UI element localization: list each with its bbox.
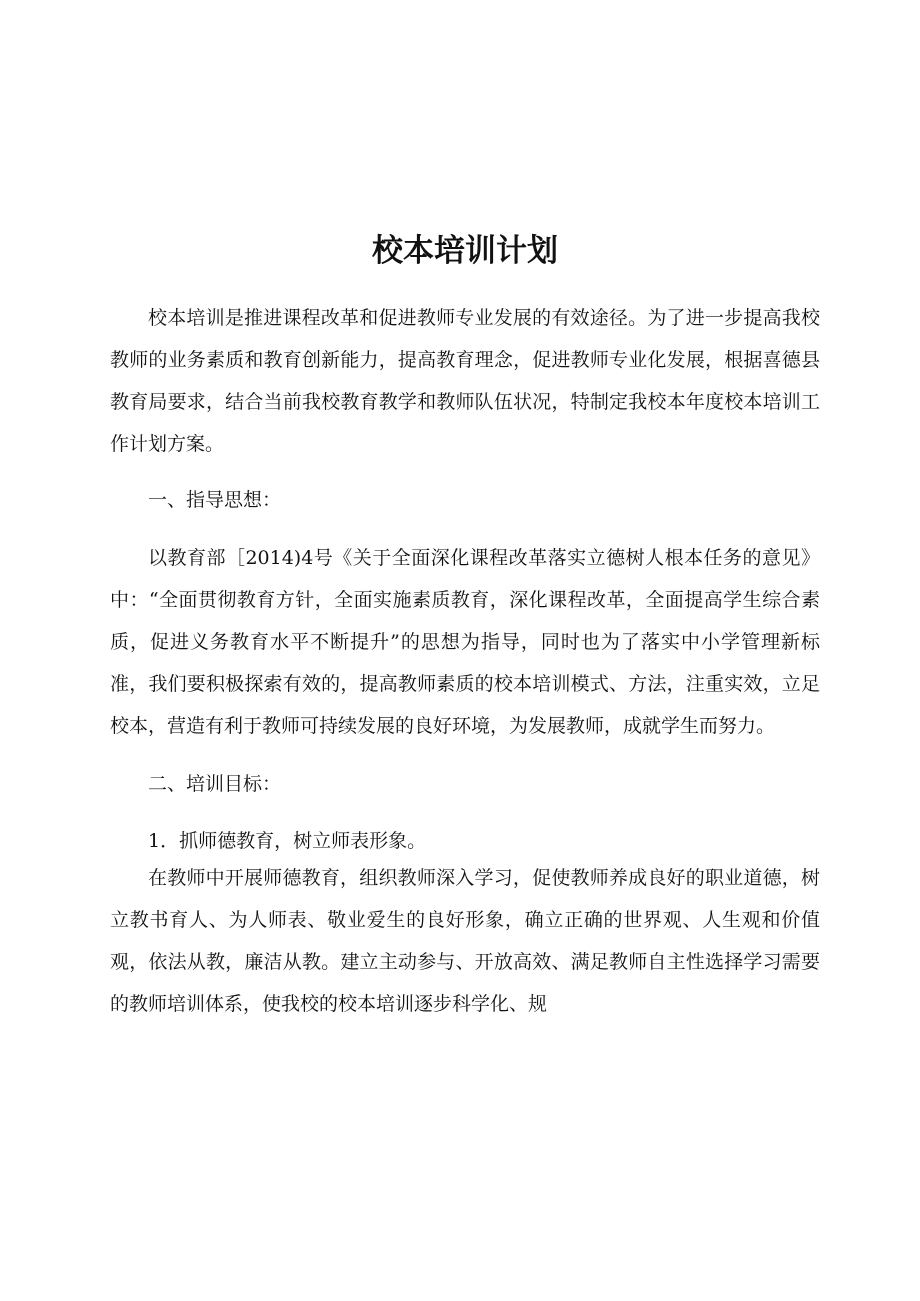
goal-item-title: 1．抓师德教育，树立师表形象。 — [148, 830, 427, 852]
section-heading-training-goals: 二、培训目标： — [148, 773, 282, 795]
intro-paragraph: 校本培训是推进课程改革和促进教师专业发展的有效途径。为了进一步提高我校教师的业务素质和教育创新能力，提高教育理念，促进教师专业化发展，根据喜德县教育局要求，结合当前我校教育教学和教师队伍状况，特制定我校本年度校本培训工作计划方案。 — [110, 307, 820, 455]
section-heading-guiding-thought: 一、指导思想： — [148, 489, 282, 511]
guiding-thought-paragraph: 以教育部［2014)4号《关于全面深化课程改革落实立德树人根本任务的意见》中：“全面贯彻教育方针，全面实施素质教育，深化课程改革，全面提高学生综合素质，促进义务教育水平不断提升”的思想为指导，同时也为了落实中小学管理新标准，我们要积极探索有效的，提高教师素质的校本培训模式、方法，注重实效，立足校本，营造有利于教师可持续发展的良好环境，为发展教师，成就学生而努力。 — [110, 547, 820, 737]
goal-item-paragraph: 在教师中开展师德教育，组织教师深入学习，促使教师养成良好的职业道德，树立教书育人、为人师表、敬业爱生的良好形象，确立正确的世界观、人生观和价值观，依法从教，廉洁从教。建立主动参与、开放高效、满足教师自主性选择学习需要的教师培训体系，使我校的校本培训逐步科学化、规 — [110, 867, 820, 1015]
document-title: 校本培训计划 — [372, 233, 558, 269]
